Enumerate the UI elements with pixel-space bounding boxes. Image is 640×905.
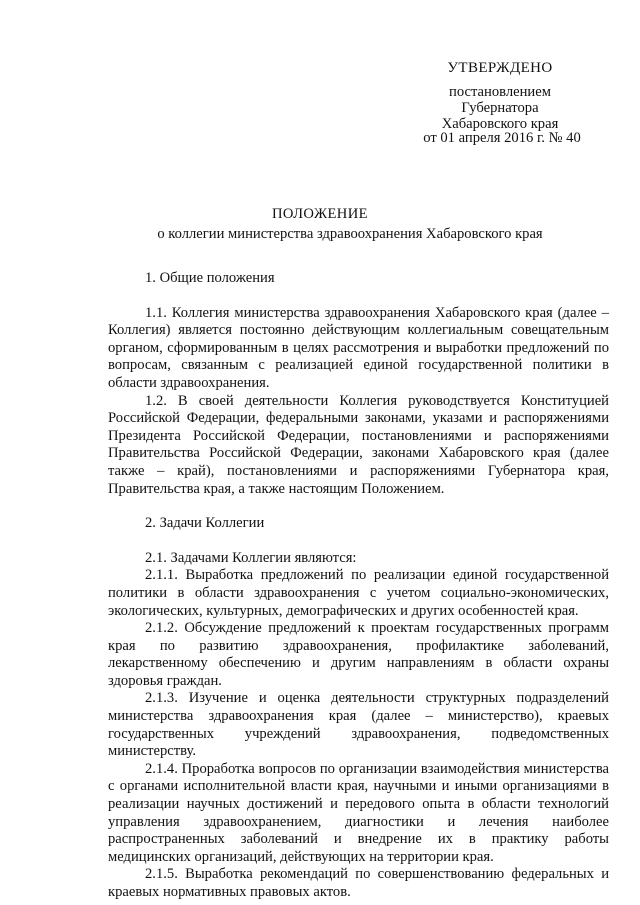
document-title: ПОЛОЖЕНИЕ: [271, 206, 368, 222]
paragraph: 2.1.1. Выработка предложений по реализации единой государственной политики в области здравоохранения с учетом социально-экономических, экологических, культурных, демографических и других особенностей края.: [108, 567, 609, 619]
paragraph: 2.1.5. Выработка рекомендаций по совершенствованию федеральных и краевых нормативных правовых актов.: [108, 866, 609, 900]
paragraph: 2.1. Задачами Коллегии являются:: [145, 549, 357, 566]
paragraph: 2.1.3. Изучение и оценка деятельности структурных подразделений министерства здравоохранения края (далее – министерство), краевых государственных учреждений здравоохранения, подведомственных министерству.: [108, 690, 609, 760]
document-body: [108, 270, 609, 902]
paragraph: 2.1.4. Проработка вопросов по организации взаимодействия министерства с органами исполнительной власти края, научными и иными организациями в реализации научных достижений и передового опыта в области технологий управления здравоохранением, диагностики и лечения наиболее распространенных заболеваний и внедрение их в практику работы медицинских организаций, действующих на территории края.: [108, 760, 609, 865]
paragraph: 2.1.2. Обсуждение предложений к проектам государственных программ края по развитию здравоохранения, профилактике заболеваний, лекарственному обеспечению и другим направлениям в области охраны здоровья граждан.: [108, 620, 609, 689]
approval-line: Хабаровского края: [441, 116, 559, 132]
section-heading: 2. Задачи Коллегии: [145, 515, 265, 532]
approval-date: от 01 апреля 2016 г. № 40: [423, 130, 581, 146]
section-heading: 1. Общие положения: [145, 270, 275, 286]
approval-stamp-block: [410, 60, 590, 146]
paragraph: 1.2. В своей деятельности Коллегия руководствуется Конституцией Российской Федерации, федеральными законами, указами и распоряжениями Президента Российской Федерации, постановлениями и распоряжениями Правительства Российской Федерации, законами Хабаровского края (далее также – край), постановлениями и распоряжениями Губернатора края, Правительства края, а также настоящим Положением.: [108, 392, 609, 497]
approval-line: постановлением: [449, 84, 551, 100]
document-subtitle: о коллегии министерства здравоохранения Хабаровского края: [157, 226, 543, 242]
approval-line: Губернатора: [461, 100, 539, 116]
paragraph: 1.1. Коллегия министерства здравоохранения Хабаровского края (далее – Коллегия) является постоянно действующим коллегиальным совещательным органом, сформированным в целях рассмотрения и выработки предложений по вопросам, связанным с реализацией единой государственной политики в области здравоохранения.: [108, 304, 609, 391]
approval-heading: УТВЕРЖДЕНО: [447, 60, 553, 76]
